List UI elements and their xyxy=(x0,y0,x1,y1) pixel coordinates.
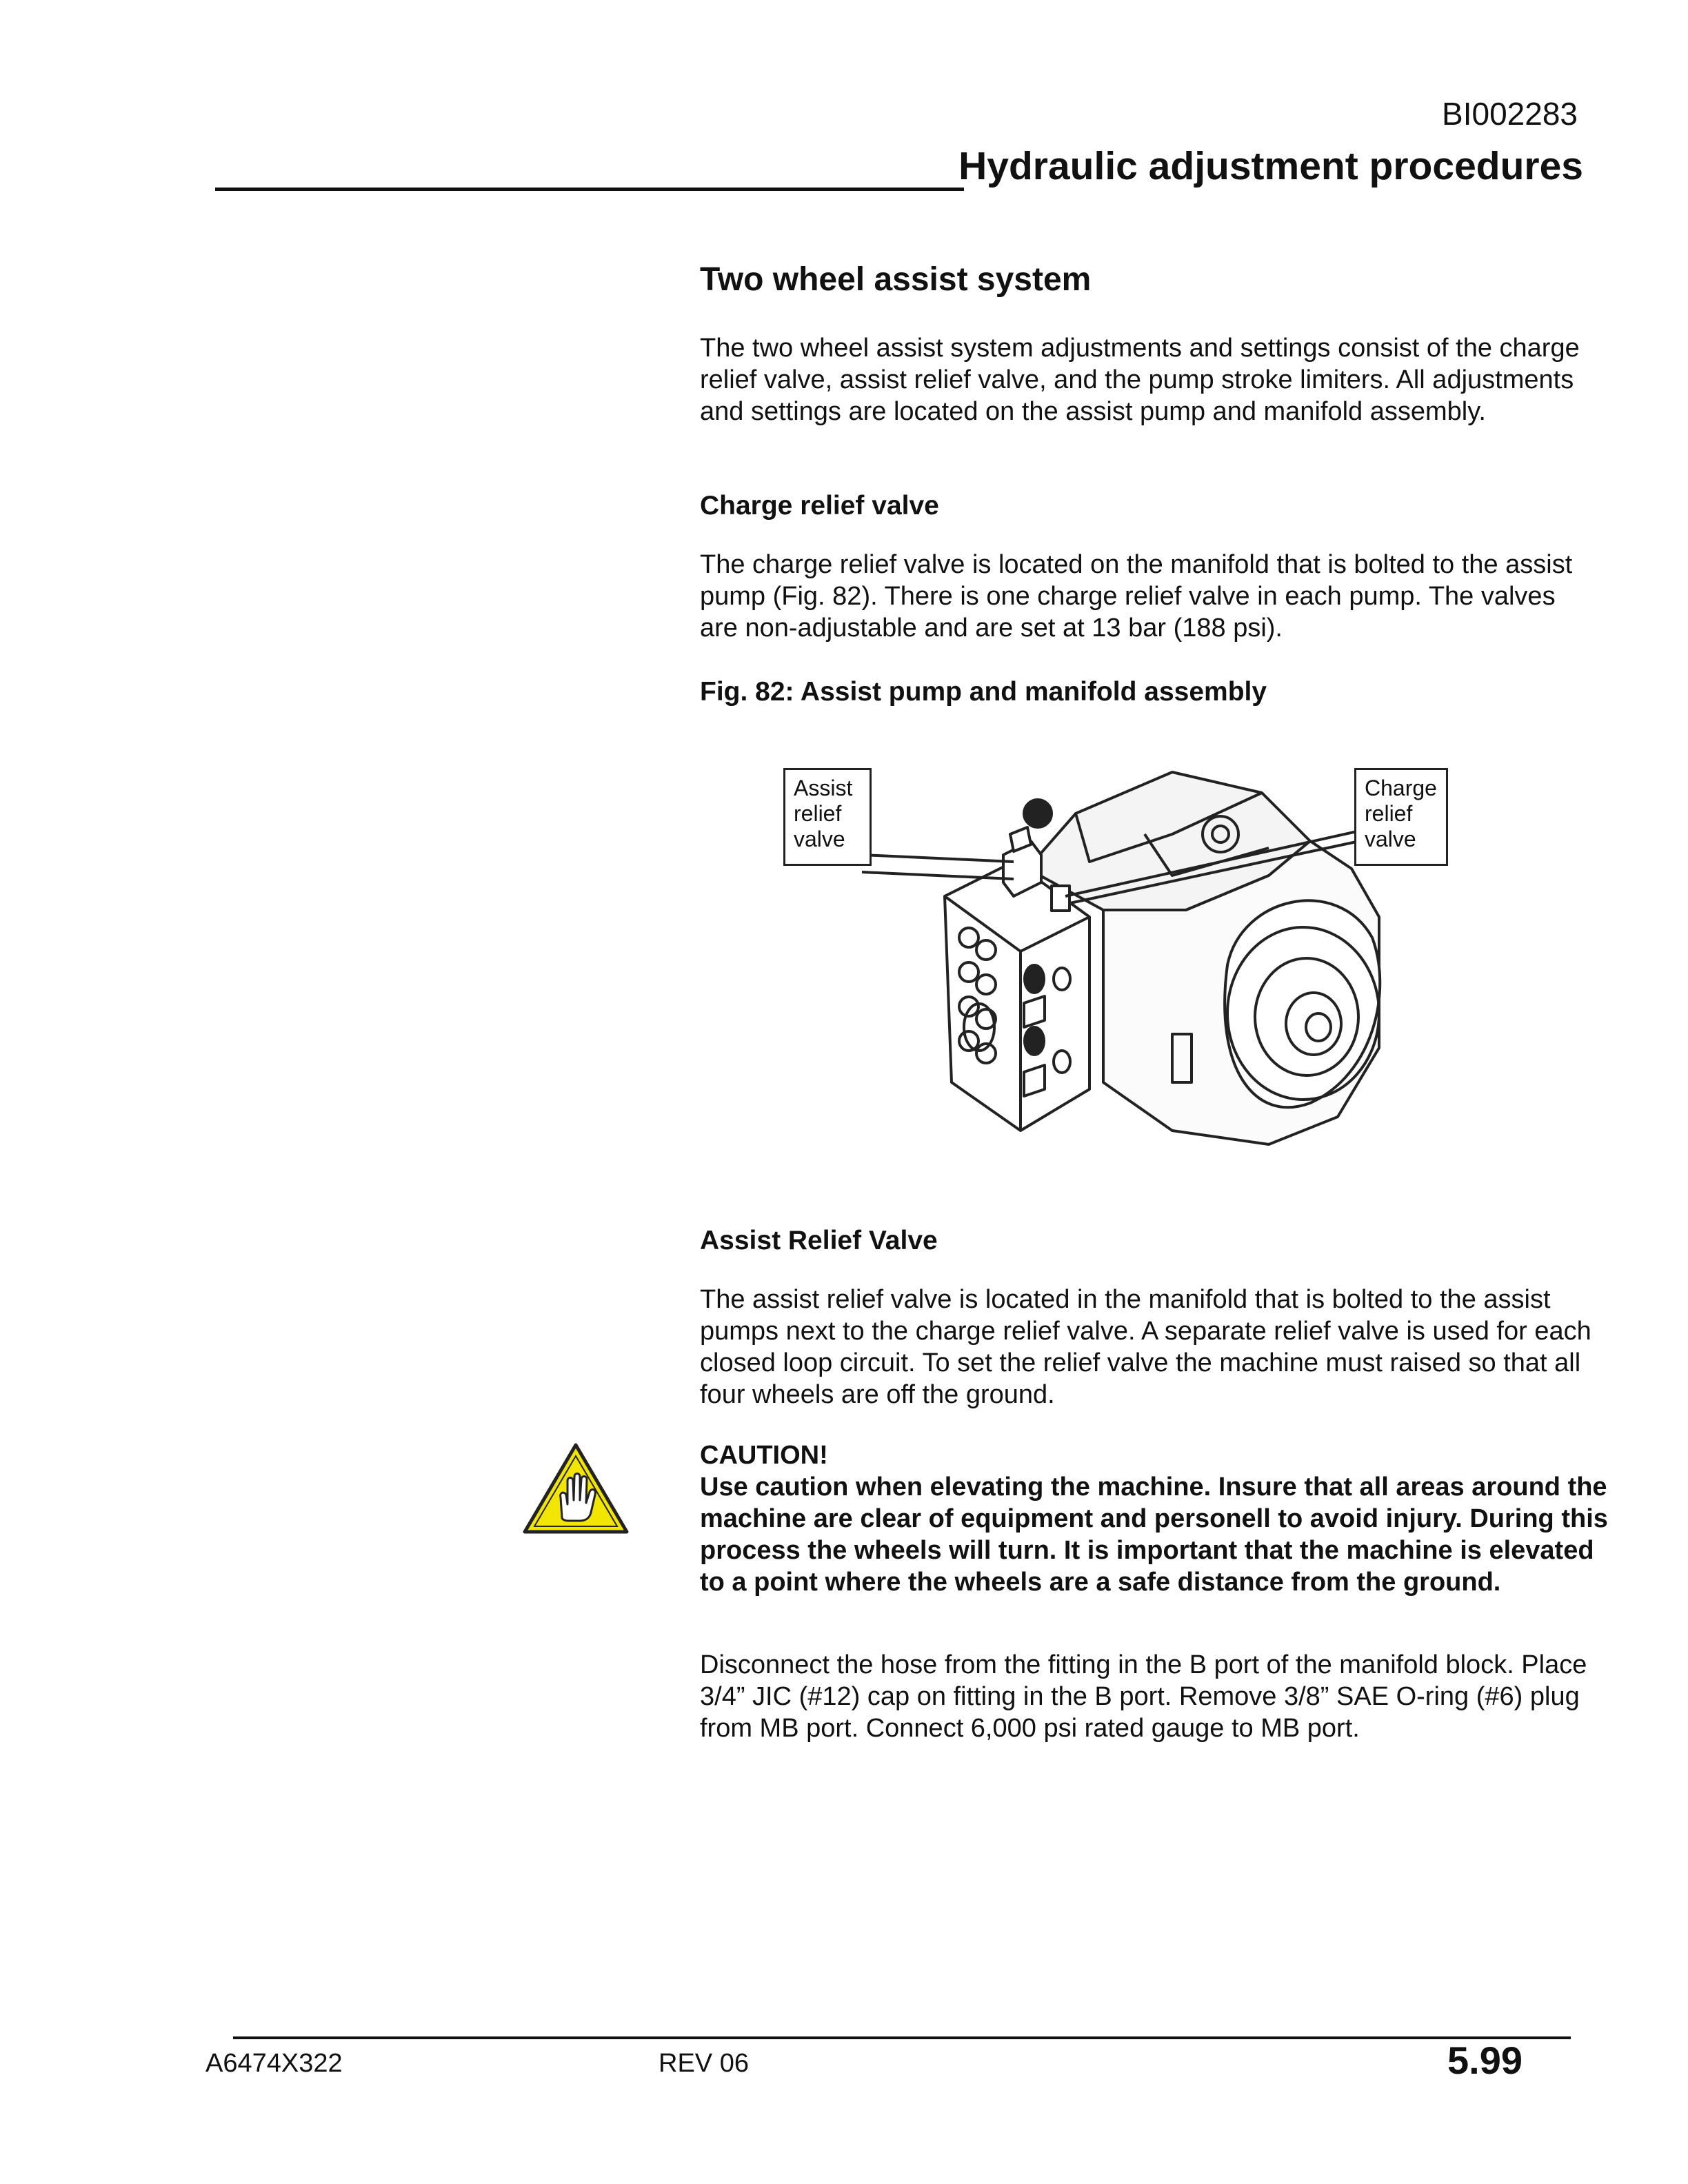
figure-caption: Fig. 82: Assist pump and manifold assembly xyxy=(700,677,1267,707)
callout-line: relief xyxy=(1365,801,1413,826)
pump-manifold-figure xyxy=(786,758,1462,1172)
caution-text: Use caution when elevating the machine. Insure that all areas around the machine are clear of equipment and personell to avoid injury. During this process the wheels will turn. It is important that the machine is elevated to a point where the wheels are a safe distance from the ground. xyxy=(700,1473,1608,1597)
assist-relief-valve-callout xyxy=(783,768,872,866)
callout-line: valve xyxy=(794,827,845,851)
caution-block xyxy=(700,1439,1610,1598)
page-number: 5.99 xyxy=(1447,2039,1523,2082)
callout-line: Assist xyxy=(794,776,853,800)
callout-line: valve xyxy=(1365,827,1416,851)
section-heading: Two wheel assist system xyxy=(700,261,1092,298)
revision-label: REV 06 xyxy=(659,2049,749,2078)
charge-relief-valve-callout xyxy=(1354,768,1448,866)
header-rule xyxy=(215,188,964,191)
intro-paragraph: The two wheel assist system adjustments and settings consist of the charge relief valve, assist relief valve, and the pump stroke limiters. All adjustments and settings are located on the assist pump and manifold assembly. xyxy=(700,334,1580,426)
hand-warning-icon xyxy=(521,1441,631,1537)
footer-rule xyxy=(233,2036,1571,2039)
charge-relief-heading: Charge relief valve xyxy=(700,491,939,520)
assist-relief-paragraph: The assist relief valve is located in the manifold that is bolted to the assist pumps next to the charge relief valve. A separate relief valve is used for each closed loop circuit. To set the relief valve the machine must raised so that all four wheels are off the ground. xyxy=(700,1285,1591,1409)
document-number: A6474X322 xyxy=(205,2049,343,2078)
document-id: BI002283 xyxy=(1442,96,1578,132)
callout-line: relief xyxy=(794,801,842,826)
charge-relief-paragraph: The charge relief valve is located on the manifold that is bolted to the assist pump (Fig. 82). There is one charge relief valve in each pump. The valves are non-adjustable and are set at 13 bar (188 psi). xyxy=(700,550,1573,643)
callout-line: Charge xyxy=(1365,776,1437,800)
assist-relief-heading: Assist Relief Valve xyxy=(700,1226,938,1255)
caution-title: CAUTION! xyxy=(700,1441,828,1470)
procedure-paragraph: Disconnect the hose from the fitting in the B port of the manifold block. Place 3/4” JIC (#12) cap on fitting in the B port. Remove 3/8” SAE O-ring (#6) plug from MB port. Connect 6,000 psi rated gauge to MB port. xyxy=(700,1650,1587,1743)
page-title: Hydraulic adjustment procedures xyxy=(958,144,1583,188)
